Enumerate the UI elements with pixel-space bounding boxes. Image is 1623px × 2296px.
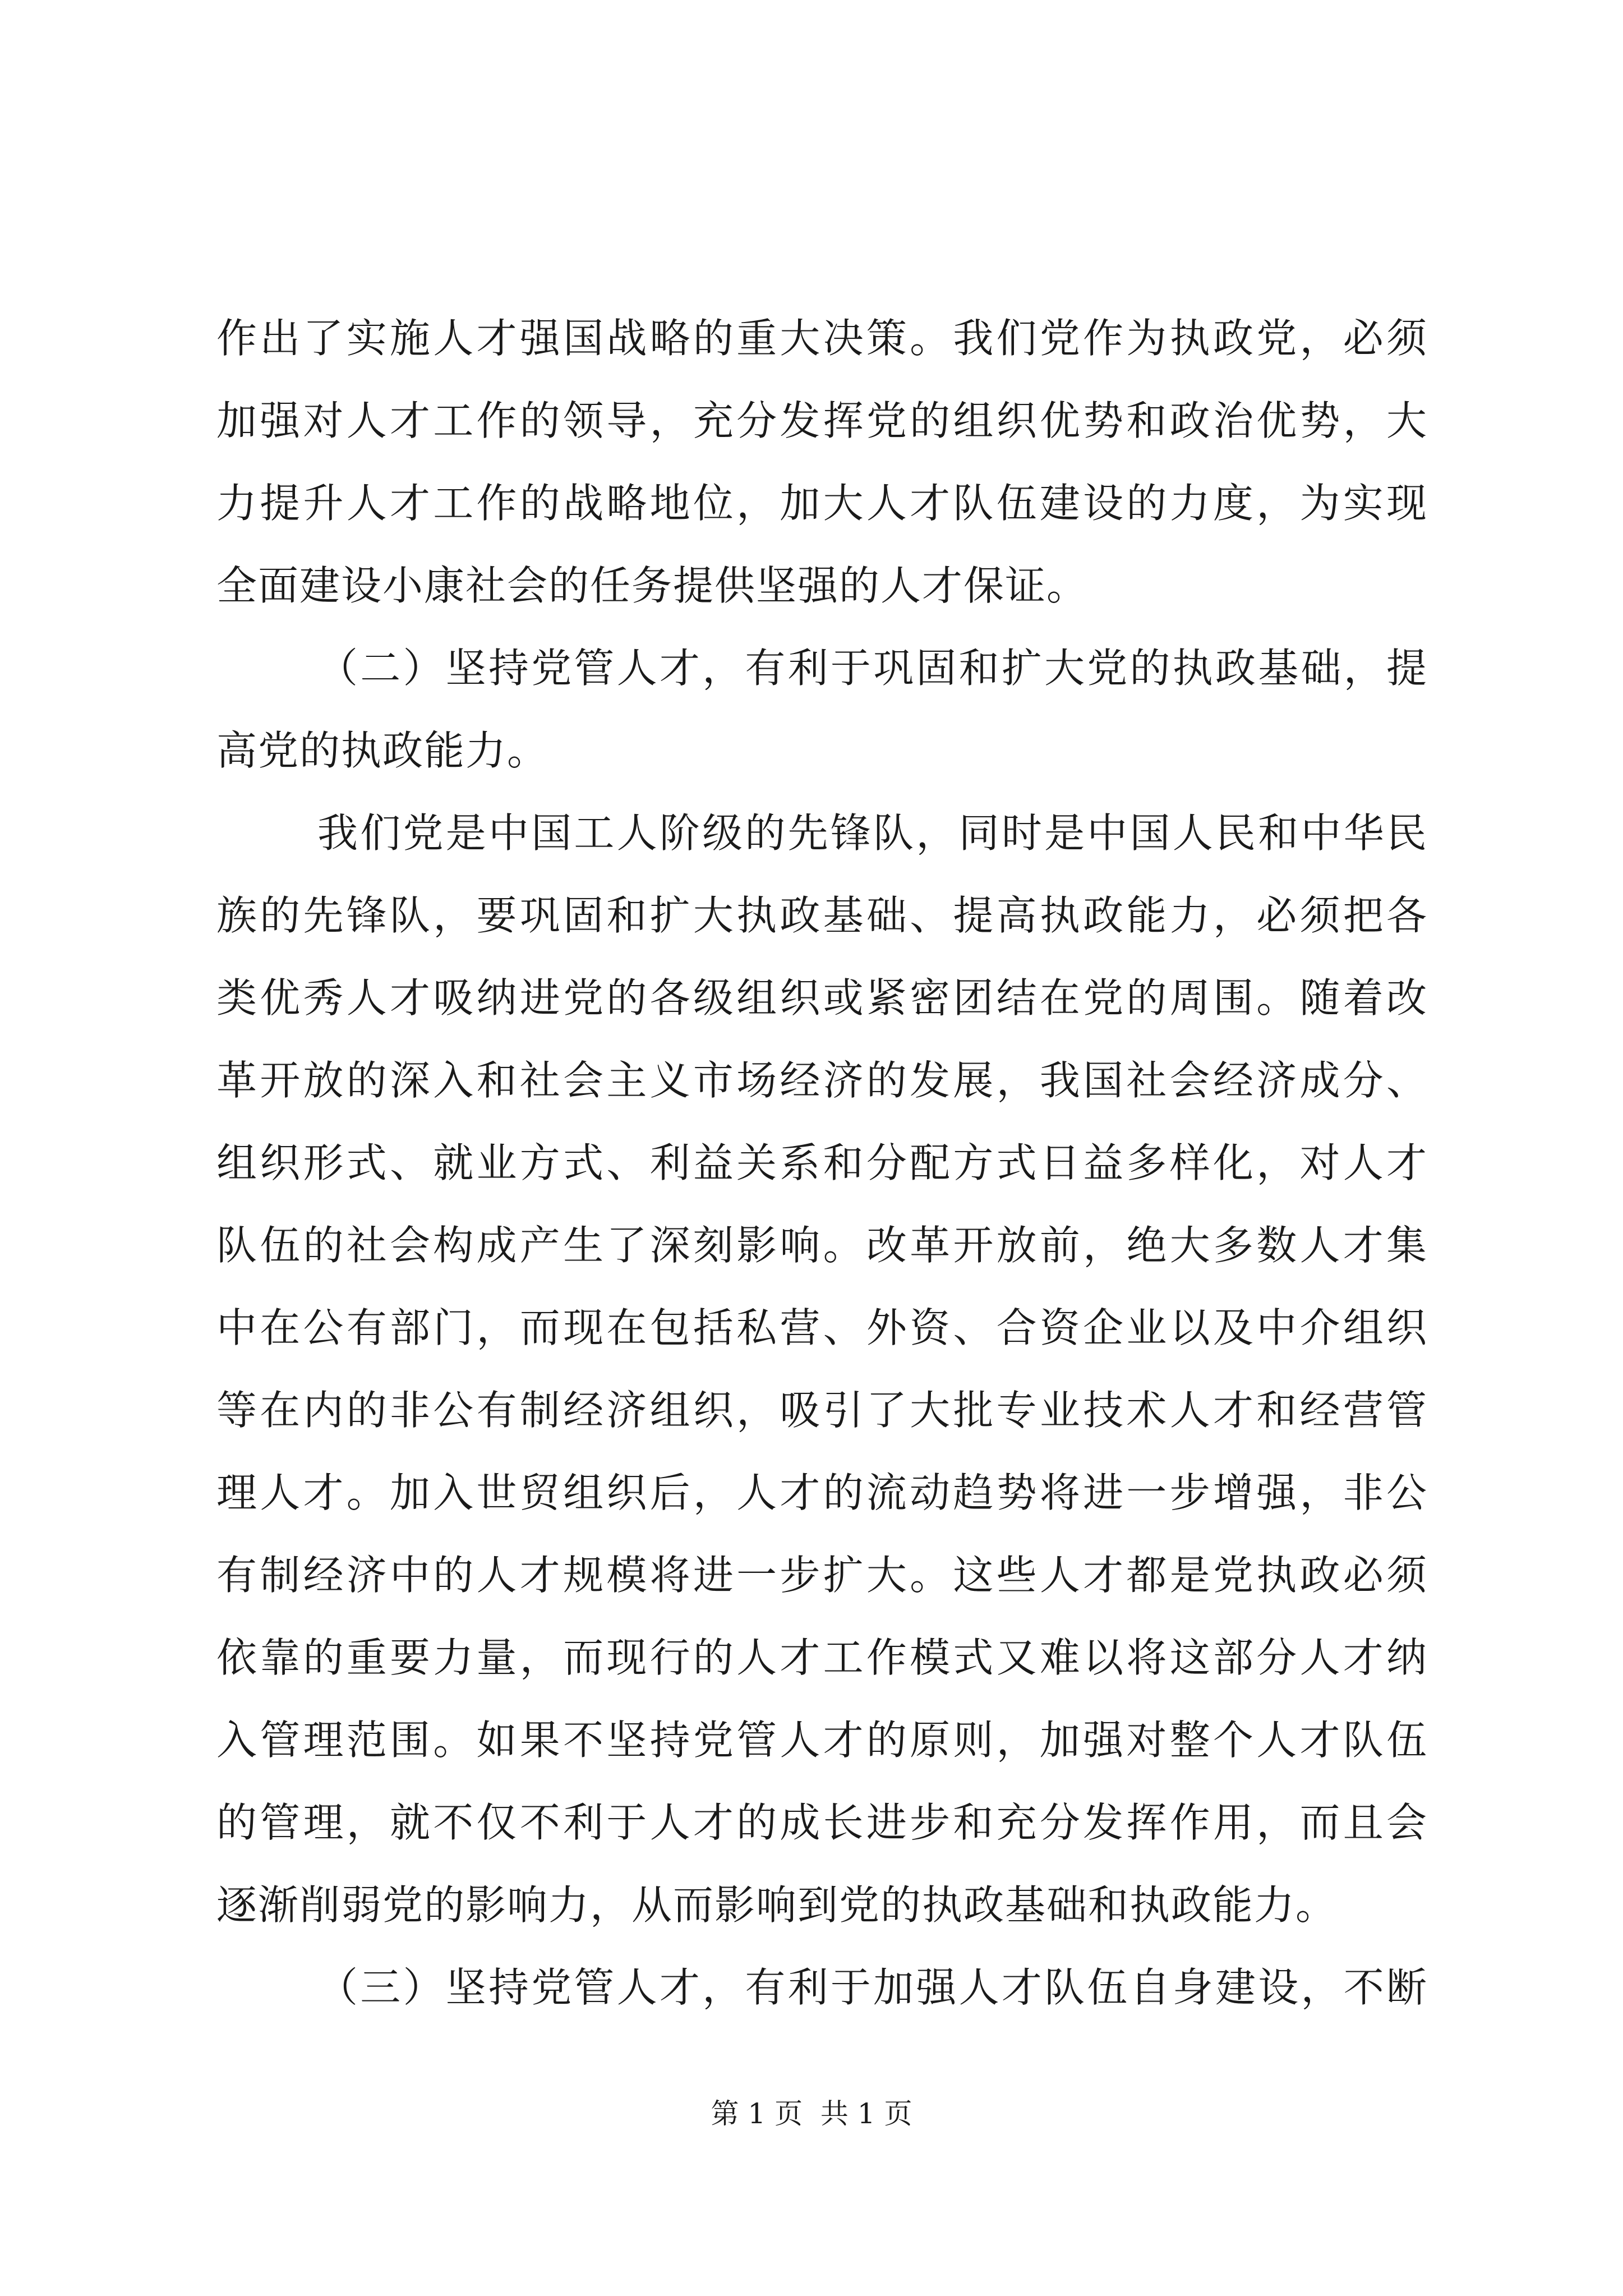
section-heading-line: （三）坚持党管人才，有利于加强人才队伍自身建设，不断	[317, 1964, 1428, 2011]
text-line: 的管理，就不仅不利于人才的成长进步和充分发挥作用，而且会	[216, 1799, 1428, 1846]
text-line: 类优秀人才吸纳进党的各级组织或紧密团结在党的周围。随着改	[216, 974, 1428, 1022]
text-line: 我们党是中国工人阶级的先锋队，同时是中国人民和中华民	[317, 809, 1428, 857]
text-line: 全面建设小康社会的任务提供坚强的人才保证。	[216, 562, 1089, 609]
text-line: 等在内的非公有制经济组织，吸引了大批专业技术人才和经营管	[216, 1387, 1428, 1434]
text-line: 中在公有部门，而现在包括私营、外资、合资企业以及中介组织	[216, 1304, 1428, 1351]
text-line: 队伍的社会构成产生了深刻影响。改革开放前，绝大多数人才集	[216, 1222, 1428, 1269]
text-line: 依靠的重要力量，而现行的人才工作模式又难以将这部分人才纳	[216, 1634, 1428, 1681]
text-line: 理人才。加入世贸组织后，人才的流动趋势将进一步增强，非公	[216, 1469, 1428, 1516]
text-line: 有制经济中的人才规模将进一步扩大。这些人才都是党执政必须	[216, 1552, 1428, 1599]
section-heading-line: （二）坚持党管人才，有利于巩固和扩大党的执政基础，提	[317, 645, 1428, 692]
text-line: 革开放的深入和社会主义市场经济的发展，我国社会经济成分、	[216, 1057, 1428, 1104]
page-number-footer: 第 1 页 共 1 页	[711, 2097, 912, 2130]
text-line: 作出了实施人才强国战略的重大决策。我们党作为执政党，必须	[216, 315, 1428, 362]
document-body	[216, 297, 1428, 2029]
section-heading-line: 高党的执政能力。	[216, 727, 549, 774]
text-line: 加强对人才工作的领导，充分发挥党的组织优势和政治优势，大	[216, 397, 1428, 444]
text-line: 族的先锋队，要巩固和扩大执政基础、提高执政能力，必须把各	[216, 892, 1428, 939]
text-line: 入管理范围。如果不坚持党管人才的原则，加强对整个人才队伍	[216, 1717, 1428, 1764]
text-line: 逐渐削弱党的影响力，从而影响到党的执政基础和执政能力。	[216, 1881, 1338, 1929]
text-line: 组织形式、就业方式、利益关系和分配方式日益多样化，对人才	[216, 1139, 1428, 1186]
text-line: 力提升人才工作的战略地位，加大人才队伍建设的力度，为实现	[216, 480, 1428, 527]
